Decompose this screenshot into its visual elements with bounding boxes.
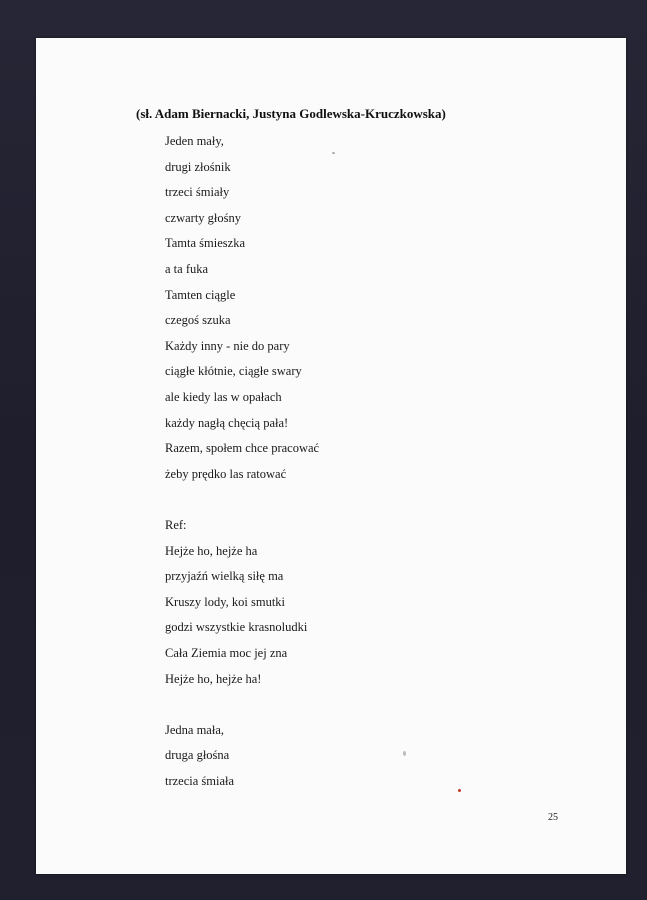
lyric-line: Jeden mały, — [165, 134, 224, 148]
lyric-line: ale kiedy las w opałach — [165, 390, 282, 404]
song-credits-heading: (sł. Adam Biernacki, Justyna Godlewska-Kruczkowska) — [136, 106, 446, 121]
lyric-line: każdy nagłą chęcią pała! — [165, 415, 289, 430]
lyric-line: Ref: — [165, 518, 187, 532]
lyric-line: godzi wszystkie krasnoludki — [165, 620, 308, 635]
document-page — [36, 38, 626, 874]
lyric-line: Każdy inny - nie do pary — [165, 338, 290, 353]
lyric-line: czegoś szuka — [165, 313, 231, 328]
lyric-line: a ta fuka — [165, 262, 209, 276]
lyric-line: Cała Ziemia moc jej zna — [165, 646, 288, 660]
scan-speck — [403, 751, 406, 756]
lyric-line: trzeci śmiały — [165, 185, 230, 200]
scan-speck — [332, 152, 335, 154]
lyric-line: trzecia śmiała — [165, 774, 235, 788]
lyric-line: Hejże ho, hejże ha — [165, 543, 258, 558]
lyric-line: Hejże ho, hejże ha! — [165, 671, 262, 686]
scan-speck — [458, 789, 461, 792]
lyric-line: żeby prędko las ratować — [165, 466, 287, 481]
lyric-line: Jedna mała, — [165, 722, 225, 737]
lyric-line: Tamten ciągle — [165, 287, 236, 302]
lyric-line: Tamta śmieszka — [165, 236, 245, 251]
lyric-line: ciągłe kłótnie, ciągłe swary — [165, 364, 302, 379]
lyric-line: Kruszy lody, koi smutki — [165, 594, 286, 609]
lyric-line: drugi złośnik — [165, 159, 231, 174]
lyric-line: przyjaźń wielką siłę ma — [165, 569, 284, 584]
page-number: 25 — [548, 812, 558, 823]
lyric-line: druga głośna — [165, 748, 230, 763]
lyric-line: czwarty głośny — [165, 210, 242, 225]
lyric-line: Razem, społem chce pracować — [165, 441, 320, 456]
